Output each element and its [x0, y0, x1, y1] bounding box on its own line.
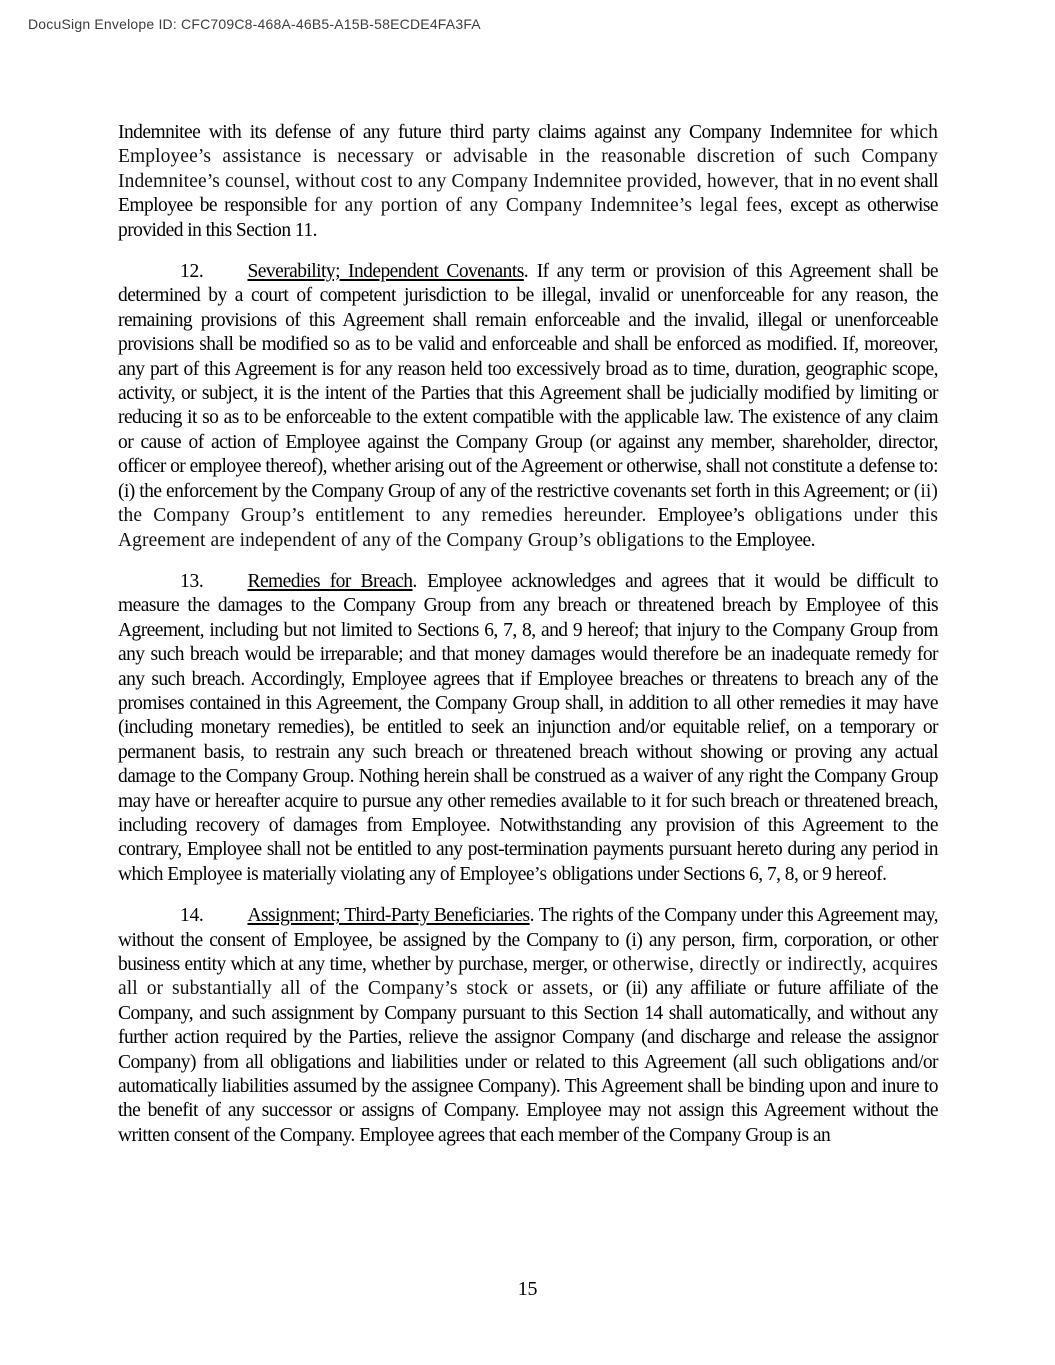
text-run: obligations under Sections 6, 7, 8, or 9 hereof. — [552, 863, 887, 885]
paragraph-section-14 — [118, 904, 938, 1148]
paragraph-section-13 — [118, 570, 938, 887]
section-number: 12. — [180, 261, 204, 283]
text-run: Indemnitee with its defense of any future third party claims against any Company Indemnitee for — [118, 122, 890, 143]
text-run: or (ii) any affiliate or future affiliate of the Company, and such assignment by Company pursuant to this Section 14 shall automatically, and without any further action required by the Parties, relieve the assignor Company (and discharge and release the assignor Company) from all obligations and liabilities under or related to this Agreement (all such obligations and/or automatically liabilities assumed by the assignee Company). This Agreement shall be binding upon and inure to the benefit of any successor or assigns of Company. Employee may not assign this Agreement without the written consent of the Company. Employee agrees that each member of the Company Group is an — [118, 978, 938, 1146]
paragraph-section-12 — [118, 260, 938, 553]
heading-period: . — [523, 261, 529, 283]
section-heading: Severability; Independent Covenants — [247, 261, 524, 283]
text-run: the Employee. — [709, 529, 815, 551]
text-run: Employee acknowledges and agrees that it would be difficult to measure the damages to the Company Group from any breach or threatened breach by Employee of this Agreement, including but not limited to Sections 6, 7, 8, and 9 hereof; that injury to the Company Group from any such breach would be irreparable; and that money damages would therefore be an inadequate remedy for any such breach. Accordingly, Employee agrees that if Employee breaches or threatens to breach any of the promises contained in this Agreement, the Company Group shall, in addition to all other remedies it may have (including monetary remedies), be entitled to seek an injunction and/or equitable relief, on a temporary or permanent basis, to restrain any such breach or threatened breach without showing or proving any actual damage to the Company Group. Nothing herein shall be construed as a waiver of any right the Company Group may have or hereafter acquire to pursue any other remedies available to it for such breach or threatened breach, including recovery of damages from Employee. Notwithstanding any provision of this Agreement to the contrary, Employee shall not be entitled to any post-termination payments pursuant hereto during any period in which Employee is materially violating any of Employee — [118, 570, 938, 885]
heading-period: . — [412, 570, 418, 592]
paragraph-continuation — [118, 121, 938, 243]
section-number: 14. — [180, 905, 204, 927]
section-heading: Assignment; Third-Party Beneficiaries — [247, 905, 530, 927]
text-run: in no event shall Employee be responsible — [118, 170, 939, 217]
docusign-envelope-id: DocuSign Envelope ID: CFC709C8-468A-46B5-A15B-58ECDE4FA3FA — [28, 16, 481, 32]
text-run: The rights of the Company under this Agreement may, without the consent of Employee, be assigned by the Company to (i) any person, firm, corporation, or other business entity which at any time, whether by purchase, merger, or — [118, 905, 938, 975]
text-run: Employee’s — [657, 505, 755, 527]
heading-period: . — [529, 905, 535, 927]
paragraph-text — [118, 261, 938, 550]
text-run: If any term or provision of this Agreement shall be determined by a court of competent jurisdiction to be illegal, invalid or unenforceable for any reason, the remaining provisions of this Agreement shall remain enforceable and the invalid, illegal or unenforceable provisions shall be modified so as to be valid and enforceable and shall be enforced as modified. If, moreover, any part of this Agreement is for any reason held too excessively broad as to time, duration, geographic scope, activity, or subject, it is the intent of the Parties that this Agreement shall be judicially modified by limiting or reducing it so as to be enforceable to the extent compatible with the applicable law. The existence of any claim or cause of action of Employee against the Company Group (or against any member, shareholder, director, officer or employee thereof), whether arising out of the Agreement or otherwise, shall not constitute a defense to: (i) the enforcement by the Company Group of any of the restrictive covenants set forth in this Agreement; or — [118, 261, 938, 502]
page-number: 15 — [517, 1278, 538, 1300]
paragraph-text — [118, 571, 938, 885]
text-run: otherwise, directly or indirectly, acquires all or substantially all of the Company’s stock or assets, — [118, 954, 938, 1000]
document-body — [118, 121, 938, 1165]
text-run: which Employee’s assistance is necessary or advisable in the reasonable discretion of such Company Indemnitee’s counsel, without cost to any Company Indemnitee provided, however, that — [118, 122, 938, 192]
text-run: for any portion of any Company Indemnitee’s legal fees, — [313, 195, 791, 217]
paragraph-text — [118, 905, 938, 1146]
text-run: obligations under this Agreement are independent of any of the Company Group’s obligations to — [118, 505, 939, 551]
text-run: ’s — [533, 863, 553, 885]
text-run: except as otherwise provided in this Section 11. — [118, 195, 938, 241]
text-run: (ii) the Company Group’s entitlement to any remedies hereunder. — [118, 480, 938, 527]
section-heading: Remedies for Breach — [247, 570, 413, 592]
section-number: 13. — [180, 570, 204, 592]
